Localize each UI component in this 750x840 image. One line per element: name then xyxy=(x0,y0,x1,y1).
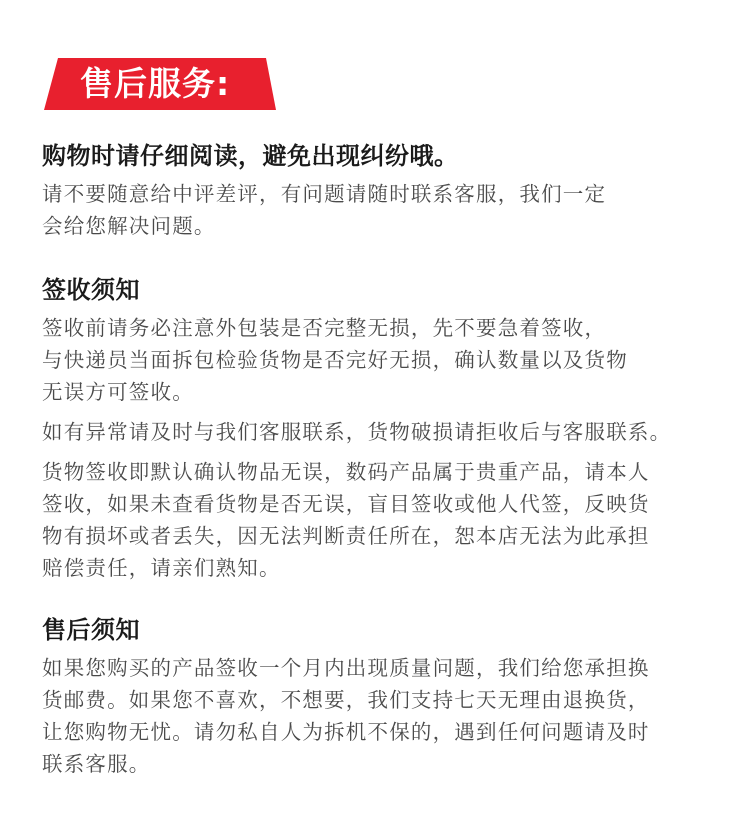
sign-para3-line: 物有损坏或者丢失，因无法判断责任所在，恕本店无法为此承担 xyxy=(42,524,650,548)
after-para1-line: 联系客服。 xyxy=(42,752,151,776)
after-para1-line: 让您购物无忧。请勿私自人为拆机不保的，遇到任何问题请及时 xyxy=(42,720,650,744)
sign-paragraph-3 xyxy=(42,456,742,584)
sign-para3-line: 货物签收即默认确认物品无误，数码产品属于贵重产品，请本人 xyxy=(42,460,650,484)
sign-section-title: 签收须知 xyxy=(42,276,140,304)
sign-para3-line: 赔偿责任，请亲们熟知。 xyxy=(42,556,281,580)
sign-para1-line: 无误方可签收。 xyxy=(42,380,194,404)
sign-para1-line: 与快递员当面拆包检验货物是否完好无损，确认数量以及货物 xyxy=(42,348,628,372)
page-content xyxy=(42,136,742,780)
intro-title: 购物时请仔细阅读，避免出现纠纷哦。 xyxy=(42,142,459,170)
sign-para3-line: 签收，如果未查看货物是否无误，盲目签收或他人代签，反映货 xyxy=(42,492,650,516)
sign-para1-line: 签收前请务必注意外包装是否完整无损，先不要急着签收， xyxy=(42,316,607,340)
intro-line: 请不要随意给中评差评，有问题请随时联系客服，我们一定 xyxy=(42,182,607,206)
intro-paragraph xyxy=(42,178,742,242)
after-section-title: 售后须知 xyxy=(42,616,140,644)
intro-line: 会给您解决问题。 xyxy=(42,214,216,238)
sign-paragraph-1 xyxy=(42,312,742,408)
after-para1-line: 货邮费。如果您不喜欢，不想要，我们支持七天无理由退换货， xyxy=(42,688,650,712)
after-para1-line: 如果您购买的产品签收一个月内出现质量问题，我们给您承担换 xyxy=(42,656,650,680)
sign-paragraph-2 xyxy=(42,416,742,448)
section-banner xyxy=(44,58,276,110)
banner-title: 售后服务: xyxy=(80,64,231,103)
sign-para2-line: 如有异常请及时与我们客服联系，货物破损请拒收后与客服联系。 xyxy=(42,420,672,444)
after-paragraph-1 xyxy=(42,652,742,780)
